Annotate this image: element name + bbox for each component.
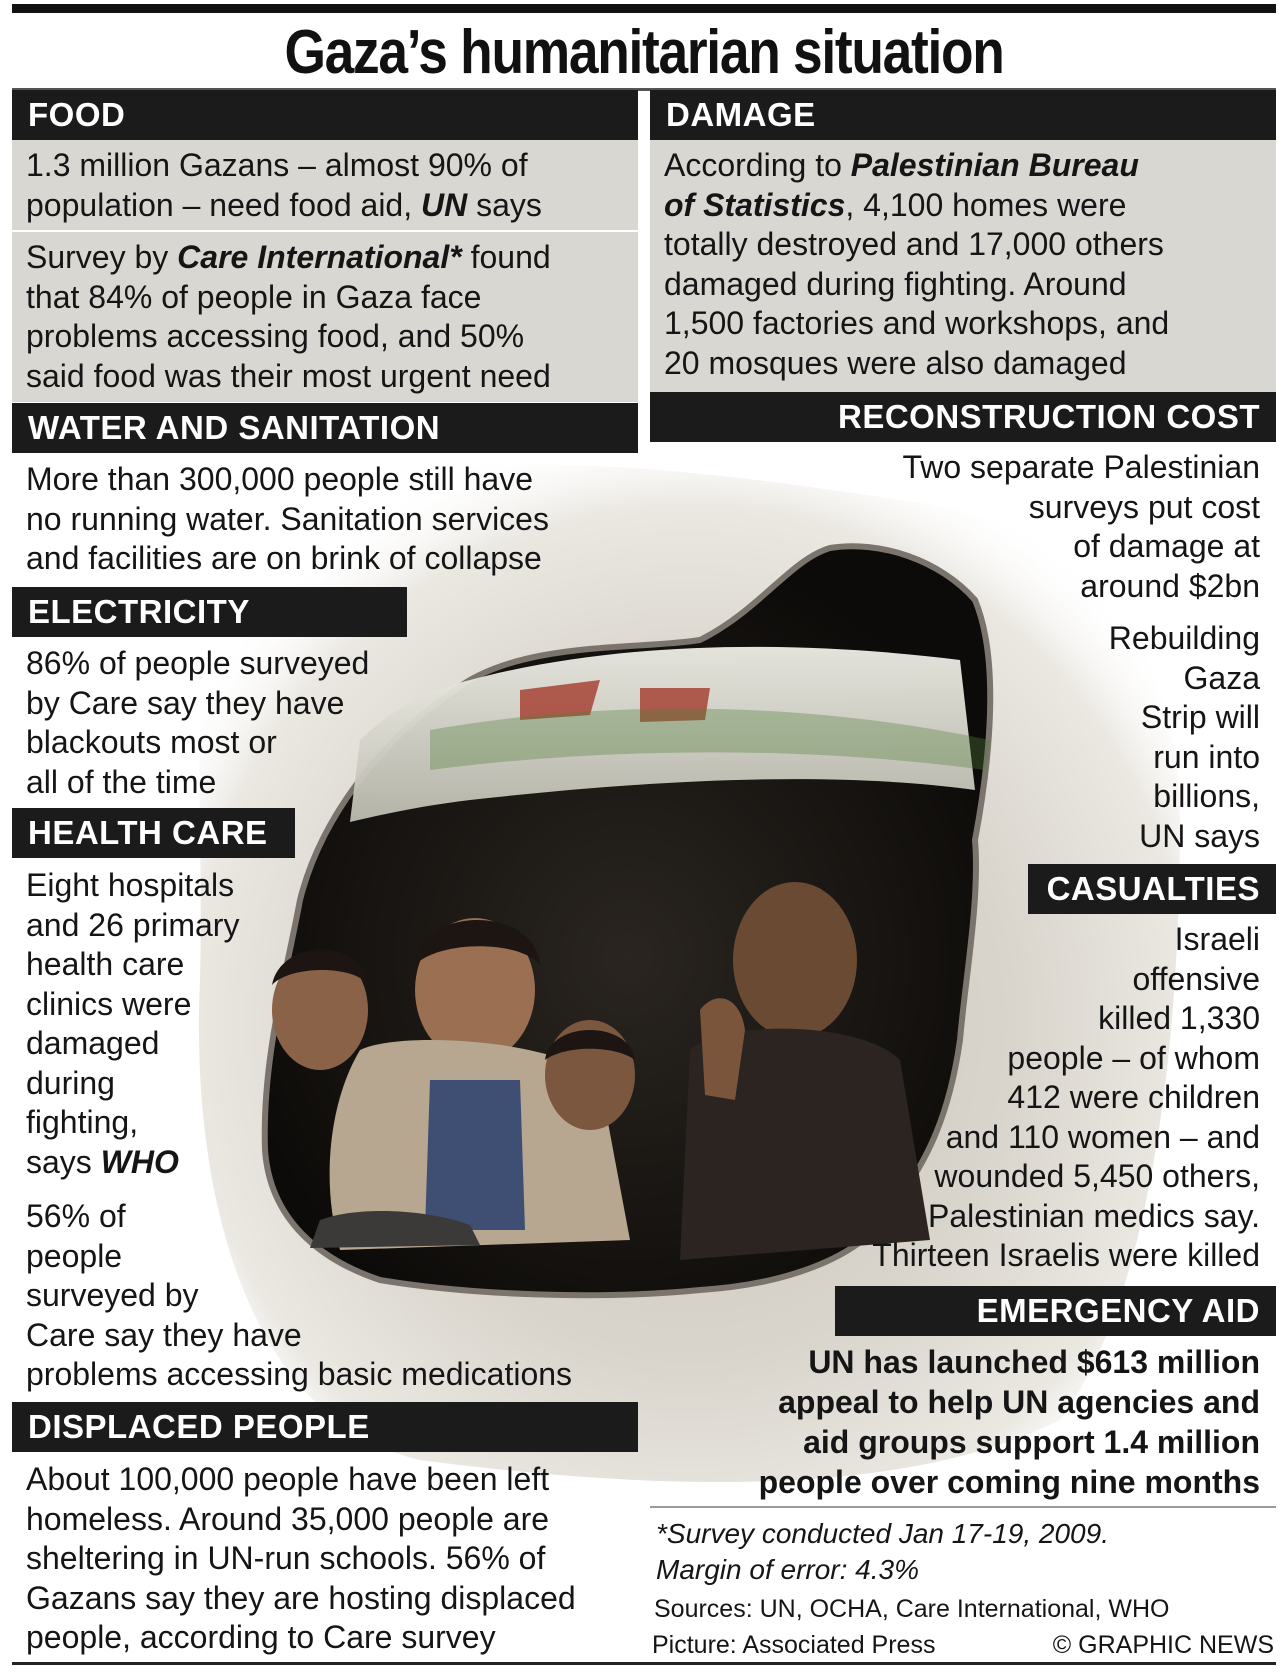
food-text-1: 1.3 million Gazans – almost 90% of population – need food aid, UN says (26, 147, 542, 223)
health-header: HEALTH CARE (12, 808, 295, 858)
reconstruction-text-1: Two separate Palestinian surveys put cost of damage at around $2bn (902, 449, 1260, 604)
page-title: Gaza’s humanitarian situation (284, 18, 1004, 87)
displaced-text: About 100,000 people have been left homeless. Around 35,000 people are sheltering in UN-run schools. 56% of Gazans say they are hosting displaced people, according to Care survey (26, 1461, 576, 1655)
damage-header: DAMAGE (650, 90, 1276, 140)
emergency-header: EMERGENCY AID (835, 1286, 1276, 1336)
electricity-text: 86% of people surveyed by Care say they have blackouts most or all of the time (26, 645, 370, 800)
food-divider (12, 230, 638, 232)
health-text-1: Eight hospitals and 26 primary health care clinics were damaged during fighting, says WHO (26, 867, 240, 1180)
man-head (733, 882, 857, 1038)
casualties-text: Israeli offensive killed 1,330 people – of whom 412 were children and 110 women – and wounded 5,450 others, Palestinian medics say. Thirteen Israelis were killed (872, 921, 1260, 1273)
graphic-news-credit: © GRAPHIC NEWS (1052, 1631, 1274, 1659)
damage-text: According to Palestinian Bureau of Statistics, 4,100 homes were totally destroyed and 17,000 others damaged during fighting. Around 1,500 factories and workshops, and 20 mosques were also damaged (664, 147, 1170, 381)
bottom-rule (12, 1662, 1276, 1665)
picture-credit: Picture: Associated Press (652, 1631, 936, 1659)
survey-note: *Survey conducted Jan 17-19, 2009. (656, 1518, 1109, 1549)
emergency-text: UN has launched $613 million appeal to help UN agencies and aid groups support 1.4 million people over coming nine months (758, 1344, 1260, 1500)
casualties-header: CASUALTIES (1028, 864, 1276, 914)
water-text: More than 300,000 people still have no running water. Sanitation services and facilities are on brink of collapse (26, 461, 549, 576)
displaced-header: DISPLACED PEOPLE (12, 1402, 638, 1452)
food-header: FOOD (12, 90, 638, 140)
sources-note: Sources: UN, OCHA, Care International, WHO (654, 1595, 1170, 1623)
water-header: WATER AND SANITATION (12, 403, 638, 453)
food-text-2: Survey by Care International* found that 84% of people in Gaza face problems accessing food, and 50% said food was their most urgent need (26, 239, 551, 394)
reconstruction-header: RECONSTRUCTION COST (650, 392, 1276, 442)
health-text-2: 56% of people surveyed by Care say they have problems accessing basic medications (26, 1198, 573, 1392)
emergency-divider (650, 1506, 1276, 1508)
reconstruction-text-2: Rebuilding Gaza Strip will run into billions, UN says (1108, 620, 1260, 854)
health-divider (12, 1190, 192, 1192)
electricity-header: ELECTRICITY (12, 587, 407, 637)
margin-note: Margin of error: 4.3% (656, 1554, 919, 1585)
reconstruction-divider (1090, 612, 1276, 614)
